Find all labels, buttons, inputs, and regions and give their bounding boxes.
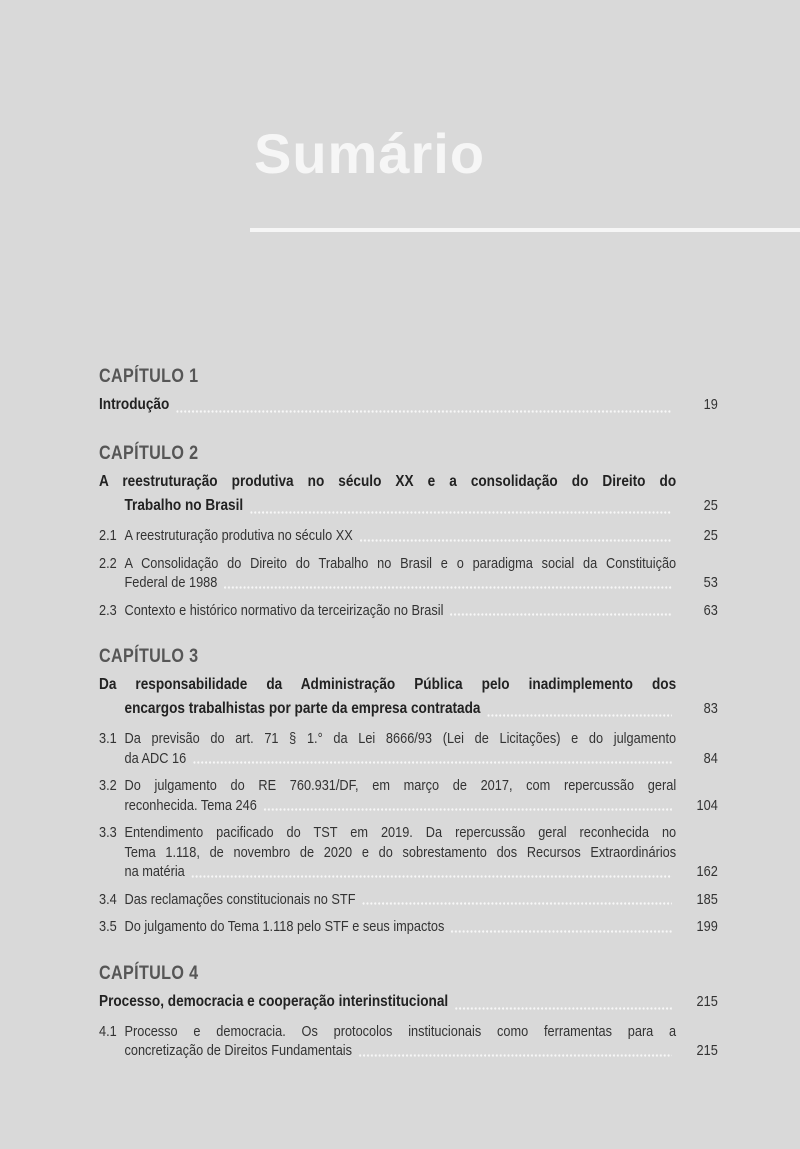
entry-text: A reestruturação produtiva no século XX xyxy=(124,527,353,544)
chapter-heading: CAPÍTULO 3 xyxy=(99,646,199,667)
page-number: 185 xyxy=(696,890,718,908)
chapter-heading: CAPÍTULO 1 xyxy=(99,366,199,387)
entry-text: Contexto e histórico normativo da terceirização no Brasil xyxy=(124,601,444,619)
toc-chapter xyxy=(99,646,718,937)
page-number: 84 xyxy=(703,749,718,767)
toc-chapter xyxy=(99,366,718,417)
entry-number: 3.2 xyxy=(99,777,117,794)
entry-last-line xyxy=(125,1041,718,1061)
entry-line: 2.2 A Consolidação do Direito do Trabalho no Brasil e o paradigma social da Constituição xyxy=(99,554,677,572)
entry-last-line xyxy=(125,697,718,721)
entry-number: 2.2 xyxy=(99,554,117,572)
entry-text: na matéria xyxy=(124,863,185,880)
toc-chapter xyxy=(99,963,718,1061)
page-number: 25 xyxy=(703,527,718,544)
dot-leader xyxy=(250,511,672,514)
dot-leader xyxy=(193,761,672,764)
dot-leader xyxy=(451,930,672,933)
entry-last-line xyxy=(99,601,718,621)
title-rule xyxy=(250,228,800,232)
entry-number: 3.3 xyxy=(99,824,117,841)
entry-line: 3.1 Da previsão do art. 71 § 1.° da Lei 8666/93 (Lei de Licitações) e do julgamento xyxy=(99,730,677,747)
dot-leader xyxy=(450,613,672,616)
entry-last-line xyxy=(99,890,718,910)
entry-text: Das reclamações constitucionais no STF xyxy=(124,890,356,908)
chapter-title-entry xyxy=(99,393,718,417)
chapter-heading: CAPÍTULO 4 xyxy=(99,962,199,984)
dot-leader xyxy=(360,539,672,542)
entry-line: Tema 1.118, de novembro de 2020 e do sobrestamento dos Recursos Extraordinários xyxy=(124,843,677,861)
entry-number: 2.3 xyxy=(99,601,117,619)
entry-text: Introdução xyxy=(99,396,170,413)
page-number: 83 xyxy=(703,700,718,717)
toc-sub-entry xyxy=(99,890,718,910)
page-number: 215 xyxy=(696,992,718,1010)
entry-last-line xyxy=(125,749,718,769)
entry-last-line xyxy=(99,393,718,417)
toc-sub-entry xyxy=(99,554,718,593)
entry-number: 2.1 xyxy=(99,527,117,544)
page-title: Sumário xyxy=(254,122,486,185)
dot-leader xyxy=(264,808,672,811)
entry-last-line xyxy=(99,990,718,1014)
dot-leader xyxy=(224,586,672,589)
page-number: 63 xyxy=(703,601,718,619)
dot-leader xyxy=(192,875,672,878)
toc-sub-entry xyxy=(99,729,718,768)
entry-last-line xyxy=(125,796,718,816)
toc-list xyxy=(99,366,718,1069)
entry-text: Federal de 1988 xyxy=(124,574,218,591)
page-number: 215 xyxy=(696,1042,718,1059)
toc-sub-entry xyxy=(99,917,718,937)
page-number: 25 xyxy=(703,497,718,514)
dot-leader xyxy=(176,410,672,413)
chapter-title-entry xyxy=(99,990,718,1014)
page-number: 19 xyxy=(703,396,718,413)
entry-text: reconhecida. Tema 246 xyxy=(124,796,257,814)
chapter-heading: CAPÍTULO 2 xyxy=(99,443,199,464)
dot-leader xyxy=(487,714,672,717)
entry-text: da ADC 16 xyxy=(124,749,187,767)
entry-last-line xyxy=(99,917,718,937)
entry-number: 3.4 xyxy=(99,890,117,908)
entry-line: 4.1 Processo e democracia. Os protocolos institucionais como ferramentas para a xyxy=(99,1022,677,1040)
dot-leader xyxy=(362,902,672,905)
entry-last-line xyxy=(125,862,718,882)
entry-line: A reestruturação produtiva no século XX e a consolidação do Direito do xyxy=(99,473,677,490)
toc-sub-entry xyxy=(99,776,718,815)
entry-number: 4.1 xyxy=(99,1022,117,1040)
entry-text: concretização de Direitos Fundamentais xyxy=(124,1042,352,1059)
entry-text: Do julgamento do Tema 1.118 pelo STF e seus impactos xyxy=(124,918,445,935)
page-number: 53 xyxy=(703,574,718,591)
toc-sub-entry xyxy=(99,1022,718,1061)
entry-number: 3.1 xyxy=(99,730,117,747)
chapter-title-entry xyxy=(99,470,718,518)
toc-sub-entry xyxy=(99,823,718,882)
entry-text: encargos trabalhistas por parte da empresa contratada xyxy=(124,700,481,717)
entry-text: Trabalho no Brasil xyxy=(124,497,244,514)
entry-last-line xyxy=(125,573,718,593)
page-number: 199 xyxy=(696,918,718,935)
page-number: 162 xyxy=(696,863,718,880)
entry-line: 3.3 Entendimento pacificado do TST em 2019. Da repercussão geral reconhecida no xyxy=(99,824,677,841)
dot-leader xyxy=(359,1054,672,1057)
dot-leader xyxy=(455,1007,672,1010)
toc-chapter xyxy=(99,443,718,620)
toc-sub-entry xyxy=(99,526,718,546)
chapter-title-entry xyxy=(99,673,718,721)
entry-line: 3.2 Do julgamento do RE 760.931/DF, em março de 2017, com repercussão geral xyxy=(99,777,677,794)
page-number: 104 xyxy=(696,796,718,814)
entry-last-line xyxy=(125,494,718,518)
entry-number: 3.5 xyxy=(99,918,117,935)
entry-last-line xyxy=(99,526,718,546)
toc-sub-entry xyxy=(99,601,718,621)
entry-line: Da responsabilidade da Administração Pública pelo inadimplemento dos xyxy=(99,676,677,693)
entry-text: Processo, democracia e cooperação interinstitucional xyxy=(99,992,449,1010)
